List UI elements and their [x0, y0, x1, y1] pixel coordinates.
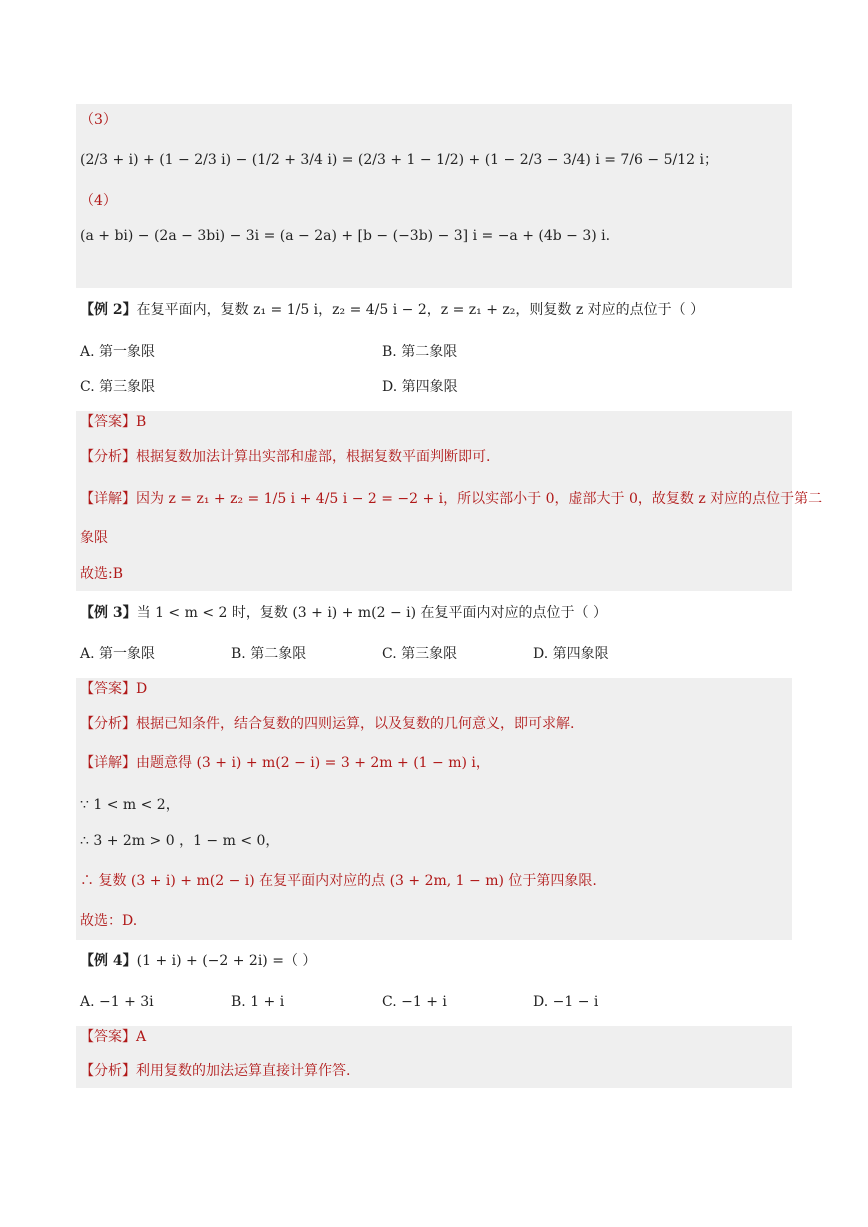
ex4-question-row: [80, 951, 790, 971]
ex2-answer: 【答案】B: [80, 414, 147, 430]
ex2-detail-2: 象限: [80, 530, 108, 546]
ex3-detail-4: ∴ 复数 (3 + i) + m(2 − i) 在复平面内对应的点 (3 + 2m, 1 − m) 位于第四象限.: [80, 873, 597, 889]
ex4-answer: 【答案】A: [80, 1029, 147, 1045]
ex2-question: 在复平面内，复数 z₁ = 1/5 i，z₂ = 4/5 i − 2，z = z₁ + z₂，则复数 z 对应的点位于（ ）: [136, 302, 705, 318]
ex3-answer: 【答案】D: [80, 681, 148, 697]
ex2-option-a: A. 第一象限: [80, 344, 156, 360]
ex3-detail-2: ∵ 1 < m < 2，: [80, 797, 180, 813]
ex4-option-b: B. 1 + i: [231, 994, 285, 1010]
ex3-option-d: D. 第四象限: [533, 646, 609, 662]
ex2-detail-1: 【详解】因为 z = z₁ + z₂ = 1/5 i + 4/5 i − 2 = −2 + i，所以实部小于 0，虚部大于 0，故复数 z 对应的点位于第二: [80, 491, 823, 507]
item4-label: （4）: [80, 193, 117, 209]
ex4-analysis: 【分析】利用复数的加法运算直接计算作答.: [80, 1063, 351, 1079]
ex4-question: (1 + i) + (−2 + 2i) =（ ）: [136, 953, 317, 969]
ex4-option-a: A. −1 + 3i: [80, 994, 154, 1010]
ex3-option-c: C. 第三象限: [382, 646, 458, 662]
ex3-question: 当 1 < m < 2 时，复数 (3 + i) + m(2 − i) 在复平面内对应的点位于（ ）: [136, 605, 608, 621]
ex3-choose: 故选：D.: [80, 913, 138, 929]
ex2-prefix: 【例 2】: [80, 302, 137, 318]
ex2-option-d: D. 第四象限: [382, 379, 458, 395]
ex2-question-row: [80, 300, 790, 320]
ex2-analysis: 【分析】根据复数加法计算出实部和虚部，根据复数平面判断即可.: [80, 449, 491, 465]
ex2-option-b: B. 第二象限: [382, 344, 458, 360]
ex3-option-b: B. 第二象限: [231, 646, 307, 662]
ex3-detail-3: ∴ 3 + 2m > 0 ，1 − m < 0，: [80, 833, 280, 849]
ex4-option-d: D. −1 − i: [533, 994, 599, 1010]
item3-equation: (2/3 + i) + (1 − 2/3 i) − (1/2 + 3/4 i) = (2/3 + 1 − 1/2) + (1 − 2/3 − 3/4) i = 7/6 − 5/12 i；: [80, 152, 718, 168]
item3-label: （3）: [80, 112, 117, 128]
ex3-analysis: 【分析】根据已知条件，结合复数的四则运算，以及复数的几何意义，即可求解.: [80, 716, 575, 732]
ex3-question-row: [80, 603, 790, 623]
ex4-prefix: 【例 4】: [80, 953, 137, 969]
ex4-option-c: C. −1 + i: [382, 994, 447, 1010]
ex2-option-c: C. 第三象限: [80, 379, 156, 395]
item4-equation: (a + bi) − (2a − 3bi) − 3i = (a − 2a) + [b − (−3b) − 3] i = −a + (4b − 3) i.: [80, 228, 611, 244]
ex3-option-a: A. 第一象限: [80, 646, 156, 662]
ex3-detail-1: 【详解】由题意得 (3 + i) + m(2 − i) = 3 + 2m + (1 − m) i，: [80, 755, 490, 771]
ex3-prefix: 【例 3】: [80, 605, 137, 621]
ex2-choose: 故选:B: [80, 566, 124, 582]
